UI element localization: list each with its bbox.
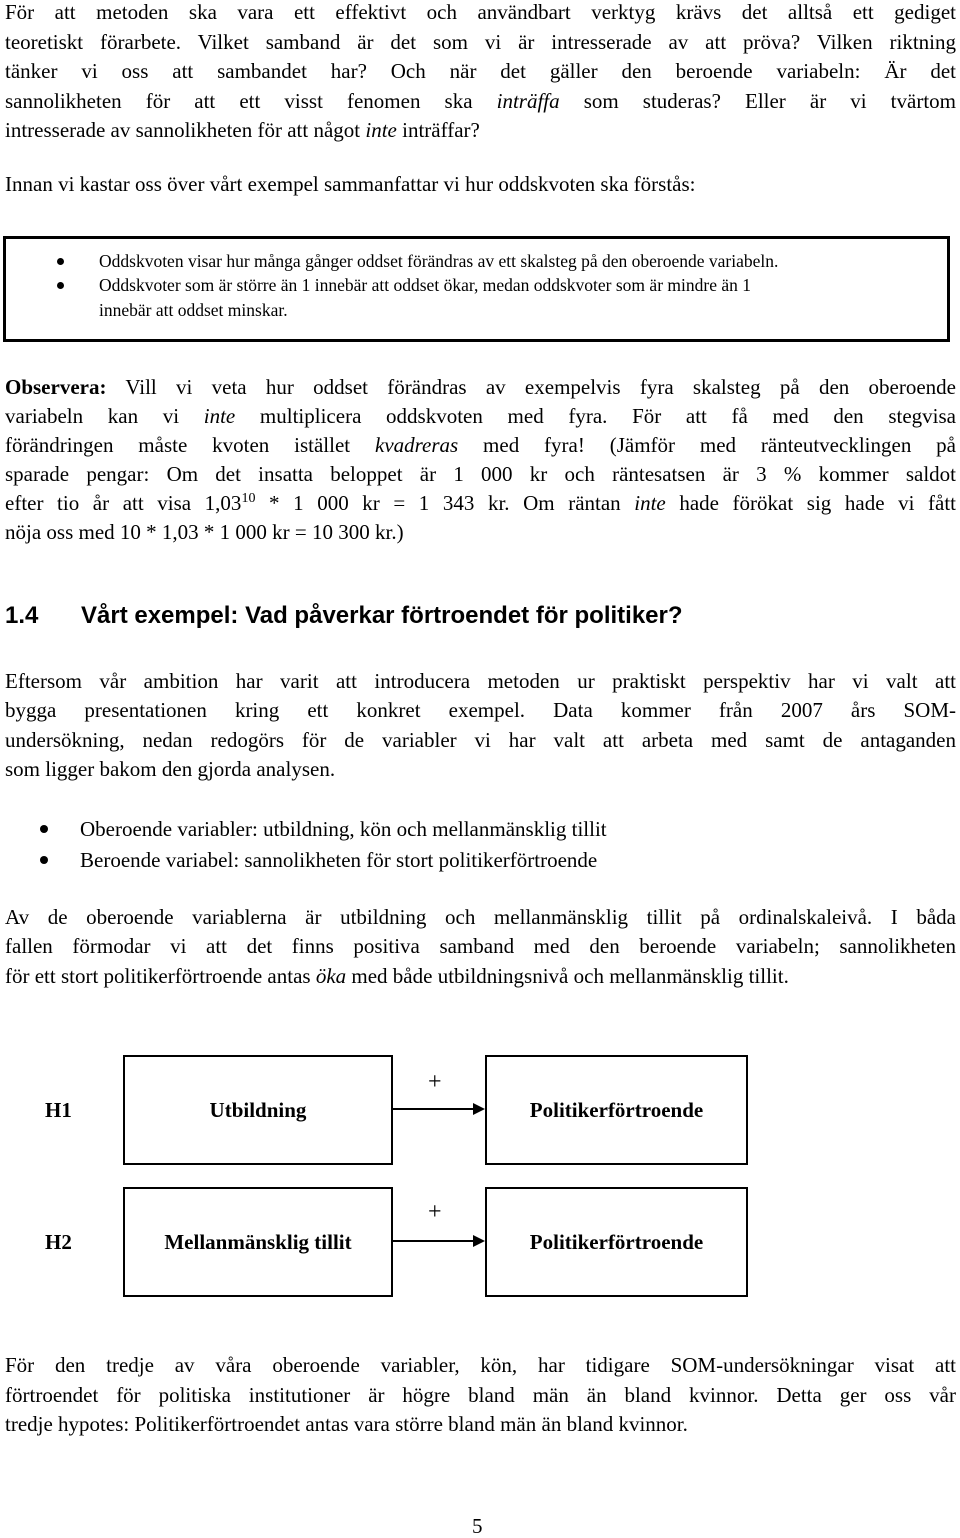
third-paragraph bbox=[5, 1351, 956, 1440]
bullet-icon bbox=[57, 282, 64, 289]
hypothesis-h2-independent: Mellanmänsklig tillit bbox=[164, 1229, 352, 1254]
example-line-2: bygga presentationen kring ett konkret exempel. Data kommer från 2007 års SOM- bbox=[5, 698, 956, 723]
example-paragraph bbox=[5, 667, 956, 784]
observe-line-3: förändringen måste kvoten istället kvadreras med fyra! (Jämför med ränteutvecklingen på bbox=[5, 433, 956, 457]
hypothesis-h2-independent-box bbox=[123, 1187, 393, 1297]
lead-text: Innan vi kastar oss över vårt exempel sammanfattar vi hur oddskvoten ska förstås: bbox=[5, 172, 696, 196]
section-title: Vårt exempel: Vad påverkar förtroendet för politiker? bbox=[81, 602, 683, 629]
bullet-icon bbox=[40, 825, 48, 833]
observe-line-5: efter tio år att visa 1,03$^{10}$ * 1 000 kr = 1 343 kr. Om räntan inte hade förökat sig hade vi fått bbox=[5, 491, 957, 515]
section-heading bbox=[5, 601, 683, 631]
observe-paragraph bbox=[5, 373, 956, 547]
bullet-icon bbox=[40, 856, 48, 864]
assumption-line-2: fallen förmodar vi att det finns positiva samband med den beroende variabeln; sannolikheten bbox=[5, 934, 956, 959]
intro-line-1: För att metoden ska vara ett effektivt och användbart verktyg krävs det alltså ett gediget bbox=[5, 0, 956, 24]
observe-line-1: Observera: Vill vi veta hur oddset förändras av exempelvis fyra skalsteg på den oberoende bbox=[5, 375, 956, 399]
hypothesis-h1-dependent: Politikerförtroende bbox=[529, 1097, 704, 1122]
hypothesis-h1-sign: + bbox=[428, 1069, 442, 1095]
hypothesis-h1-independent: Utbildning bbox=[209, 1097, 307, 1122]
third-line-3: tredje hypotes: Politikerförtroendet antas vara större bland män än bland kvinnor. bbox=[5, 1412, 688, 1436]
variable-item-text: Oberoende variabler: utbildning, kön och mellanmänsklig tillit bbox=[80, 817, 607, 841]
assumption-line-3: för ett stort politikerförtroende antas öka med både utbildningsnivå och mellanmänsklig tillit. bbox=[5, 963, 789, 988]
intro-line-2: teoretiskt förarbete. Vilket samband är det som vi är intresserade av att pröva? Vilken riktning bbox=[5, 29, 956, 54]
hypothesis-label-h2: H2 bbox=[45, 1230, 72, 1254]
observe-line-6: nöja oss med 10 * 1,03 * 1 000 kr = 10 300 kr.) bbox=[5, 520, 404, 544]
example-line-1: Eftersom vår ambition har varit att introducera metoden ur praktiskt perspektiv har vi valt att bbox=[5, 669, 956, 693]
example-line-3: undersökning, nedan redogörs för de variabler vi har valt att arbeta med samt de antaganden bbox=[5, 727, 956, 752]
hypothesis-h1-independent-box bbox=[123, 1055, 393, 1165]
intro-line-5: intresserade av sannolikheten för att något inte inträffar? bbox=[5, 118, 480, 142]
lead-sentence bbox=[5, 170, 956, 199]
hypothesis-h2-dependent-box bbox=[485, 1187, 748, 1297]
hypothesis-h2-sign: + bbox=[428, 1199, 442, 1225]
summary-item-text: Oddskvoten visar hur många gånger oddset förändras av ett skalsteg på den oberoende variabeln. bbox=[99, 251, 779, 271]
hypothesis-h1-dependent-box bbox=[485, 1055, 748, 1165]
third-line-2: förtroendet för politiska institutioner är högre bland män än bland kvinnor. Detta ger oss vår bbox=[5, 1382, 956, 1407]
example-line-4: som ligger bakom den gjorda analysen. bbox=[5, 756, 336, 781]
third-line-1: För den tredje av våra oberoende variabler, kön, har tidigare SOM-undersökningar visat att bbox=[5, 1353, 956, 1377]
page-number: 5 bbox=[472, 1514, 483, 1538]
summary-item-text: innebär att oddset minskar. bbox=[99, 300, 288, 320]
hypothesis-h2-dependent: Politikerförtroende bbox=[529, 1229, 704, 1254]
summary-item-text: Oddskvoter som är större än 1 innebär att oddset ökar, medan oddskvoter som är mindre än 1 bbox=[99, 275, 751, 295]
observe-line-4: sparade pengar: Om det insatta beloppet är 1 000 kr och räntesatsen är 3 % kommer saldot bbox=[5, 462, 956, 486]
hypothesis-h1-arrow bbox=[393, 1099, 485, 1119]
assumption-line-1: Av de oberoende variablerna är utbildning och mellanmänsklig tillit på ordinalskaleivå. I båda bbox=[5, 905, 956, 929]
hypothesis-h2-arrow bbox=[393, 1231, 485, 1251]
bullet-icon bbox=[57, 258, 64, 265]
section-number: 1.4 bbox=[5, 602, 39, 629]
observe-label: Observera: bbox=[5, 375, 107, 399]
intro-paragraph bbox=[5, 0, 956, 146]
hypothesis-label-h1: H1 bbox=[45, 1098, 72, 1122]
assumption-paragraph bbox=[5, 903, 956, 991]
variable-item-text: Beroende variabel: sannolikheten för stort politikerförtroende bbox=[80, 848, 598, 872]
intro-line-4: sannolikheten för att ett visst fenomen ska inträffa som studeras? Eller är vi tvärtom bbox=[5, 88, 956, 113]
observe-line-2: variabeln kan vi inte multiplicera oddskvoten med fyra. För att få med den stegvisa bbox=[5, 404, 956, 428]
summary-box bbox=[3, 236, 950, 342]
intro-line-3: tänker vi oss att sambandet har? Och när det gäller den beroende variabeln: Är det bbox=[5, 59, 956, 83]
